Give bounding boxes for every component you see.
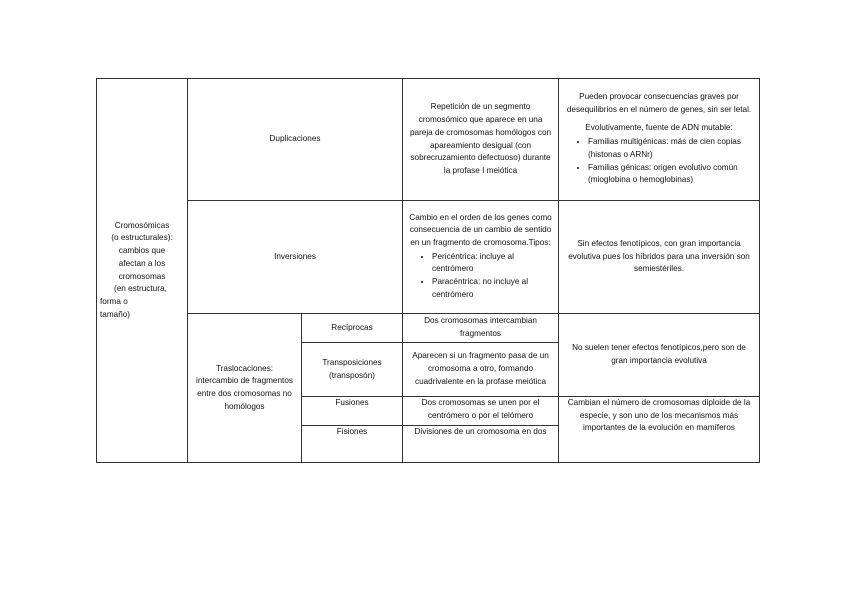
- main-category-line: forma o: [100, 296, 128, 306]
- main-category-line: cambios que: [118, 246, 166, 256]
- list-item: • Paracéntrica: no incluye al centrómero: [432, 276, 555, 301]
- duplicaciones-name: Duplicaciones: [188, 79, 403, 201]
- fisiones-definition: Divisiones de un cromosoma en dos: [403, 426, 559, 463]
- fusiones-definition: Dos cromosomas se unen por el centrómero o por el telómero: [403, 397, 559, 426]
- definition-text: Cambio en el orden de los genes como consecuencia de un cambio de sentido en un fragmento de cromosoma.Tipos:: [409, 212, 552, 247]
- duplicaciones-consequence: [559, 79, 760, 201]
- mutations-table: [96, 78, 760, 463]
- traslocaciones-name: Traslocaciones: intercambio de fragmentos entre dos cromosomas no homólogos: [188, 314, 302, 463]
- main-category-line: tamaño): [100, 309, 131, 319]
- inversiones-consequence: Sin efectos fenotípicos, con gran importancia evolutiva pues los híbridos para una inversión son semiestériles.: [559, 201, 760, 314]
- inversiones-definition: [403, 201, 559, 314]
- fisiones-name: Fisiones: [302, 426, 403, 463]
- main-category-line: Cromosómicas: [114, 220, 170, 230]
- fusiones-name: Fusiones: [302, 397, 403, 426]
- inversiones-name: Inversiones: [188, 201, 403, 314]
- duplicaciones-bullets: [562, 136, 756, 187]
- main-category-line: cromosomas: [118, 271, 166, 281]
- reciprocas-name: Recíprocas: [302, 314, 403, 343]
- traslocaciones-consequence-1: No suelen tener efectos fenotípicos,pero son de gran importancia evolutiva: [559, 314, 760, 397]
- transposiciones-definition: Aparecen si un fragmento pasa de un cromosoma a otro, formando cuadrivalente en la profase meiótica: [403, 343, 559, 397]
- list-item: • Familias multigénicas: más de cien copias (histonas o ARNr): [588, 136, 756, 161]
- consequence-text: Pueden provocar consecuencias graves por desequilibrios en el número de genes, sin ser letal.: [566, 92, 752, 114]
- transposiciones-name: Transposiciones (transposón): [302, 343, 403, 397]
- list-item: • Pericéntrica: incluye al centrómero: [432, 251, 555, 276]
- consequence-text: Evolutivamente, fuente de ADN mutable:: [585, 123, 733, 133]
- list-item: • Familias génicas: origen evolutivo común (mioglobina o hemoglobinas): [588, 162, 756, 187]
- main-category-line: afectan a los: [118, 258, 166, 268]
- main-category-line: (en estructura,: [114, 284, 167, 294]
- main-category-line: (o estructurales):: [111, 233, 173, 243]
- traslocaciones-consequence-2: Cambian el número de cromosomas diploide de la especie, y son uno de los mecanismos más importantes de la evolución en mamíferos: [559, 397, 760, 463]
- reciprocas-definition: Dos cromosomas intercambian fragmentos: [403, 314, 559, 343]
- main-category-cell: [97, 79, 188, 463]
- inversiones-bullets: [406, 251, 555, 302]
- duplicaciones-definition: Repetición de un segmento cromosómico que aparece en una pareja de cromosomas homólogos con apareamiento desigual (con sobrecruzamiento defectuoso) durante la profase I meiótica: [403, 79, 559, 201]
